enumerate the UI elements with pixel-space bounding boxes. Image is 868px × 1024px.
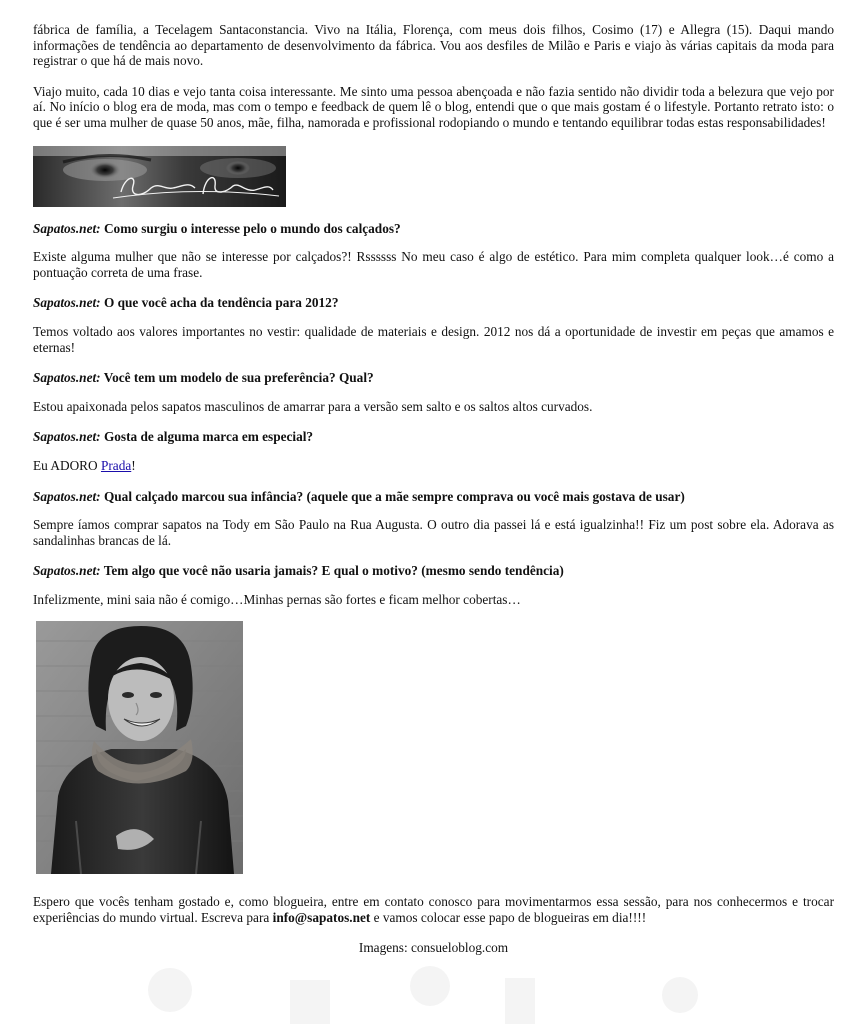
question-text: Gosta de alguma marca em especial? [103, 429, 314, 445]
question-text: Você tem um modelo de sua preferência? Qual? [103, 370, 374, 386]
question-text: Como surgiu o interesse pelo o mundo dos calçados? [103, 220, 401, 236]
answer-5: Sempre íamos comprar sapatos na Tody em São Paulo na Rua Augusta. O outro dia passei lá e está igualzinha!! Fiz um post sobre ela. Adorava as sandalinhas brancas de lá. [33, 517, 834, 548]
answer-2: Temos voltado aos valores importantes no vestir: qualidade de materiais e design. 2012 nos dá a oportunidade de investir em peças que amamos e eternas! [33, 323, 834, 355]
brand-label: Sapatos.net: [33, 295, 101, 311]
answer-suffix: ! [131, 457, 136, 473]
answer-3: Estou apaixonada pelos sapatos masculinos de amarrar para a versão sem salto e os saltos altos curvados. [33, 398, 593, 414]
brand-label: Sapatos.net: [33, 220, 101, 236]
image-credit: Imagens: consueloblog.com [358, 939, 509, 955]
portrait-photo [36, 621, 243, 874]
brand-label: Sapatos.net: [33, 488, 101, 504]
answer-4 [33, 458, 834, 474]
question-text: Tem algo que você não usaria jamais? E qual o motivo? (mesmo sendo tendência) [103, 563, 564, 579]
question-3 [33, 370, 834, 386]
prada-link[interactable]: Prada [100, 457, 132, 473]
closing-text-end: e vamos colocar esse papo de blogueiras em dia!!!! [370, 910, 647, 926]
brand-label: Sapatos.net: [33, 370, 101, 386]
closing-paragraph [33, 894, 834, 925]
closing-text: Espero que vocês tenham gostado e, como blogueira, entre em contato conosco para movimentarmos essa sessão, para nos conhecermos e trocar experiências do mundo virtual. Escreva para [33, 894, 834, 926]
answer-1: Existe alguma mulher que não se interesse por calçados?! Rssssss No meu caso é algo de estético. Para mim completa qualquer look…é como a pontuação correta de uma frase. [33, 249, 834, 280]
article [33, 22, 834, 955]
question-1 [33, 221, 834, 237]
question-5 [33, 489, 834, 505]
consuelo-blog-banner [33, 146, 286, 207]
brand-label: Sapatos.net: [33, 563, 101, 579]
intro-paragraph-2: Viajo muito, cada 10 dias e vejo tanta coisa interessante. Me sinto uma pessoa abençoada e não fazia sentido não dividir toda a belezura que vejo por aí. No início o blog era de moda, mas com o tempo e feedback de quem lê o blog, entendi que o que mais gostam é o lifestyle. Portanto retrato isto: o que é ser uma mulher de quase 50 anos, mãe, filha, namorada e profissional rodopiando o mundo e tentando equilibrar todas estas responsabilidades! [33, 83, 834, 130]
question-text: O que você acha da tendência para 2012? [103, 295, 339, 311]
contact-email: info@sapatos.net [272, 910, 371, 926]
question-4 [33, 429, 834, 445]
answer-text: Eu ADORO [33, 457, 101, 473]
faded-background-watermark [0, 940, 868, 1024]
intro-paragraph-1: fábrica de família, a Tecelagem Santaconstancia. Vivo na Itália, Florença, com meus dois filhos, Cosimo (17) e Allegra (15). Daqui mando informações de tendência ao departamento de desenvolvimento da fábrica. Vou aos desfiles de Milão e Paris e viajo às várias capitais da moda para registrar o que há de mais novo. [33, 22, 834, 69]
question-2 [33, 295, 834, 311]
question-6 [33, 563, 834, 579]
brand-label: Sapatos.net: [33, 429, 101, 445]
answer-6: Infelizmente, mini saia não é comigo…Minhas pernas são fortes e ficam melhor cobertas… [33, 591, 521, 607]
question-text: Qual calçado marcou sua infância? (aquele que a mãe sempre comprava ou você mais gostava de usar) [103, 488, 685, 504]
